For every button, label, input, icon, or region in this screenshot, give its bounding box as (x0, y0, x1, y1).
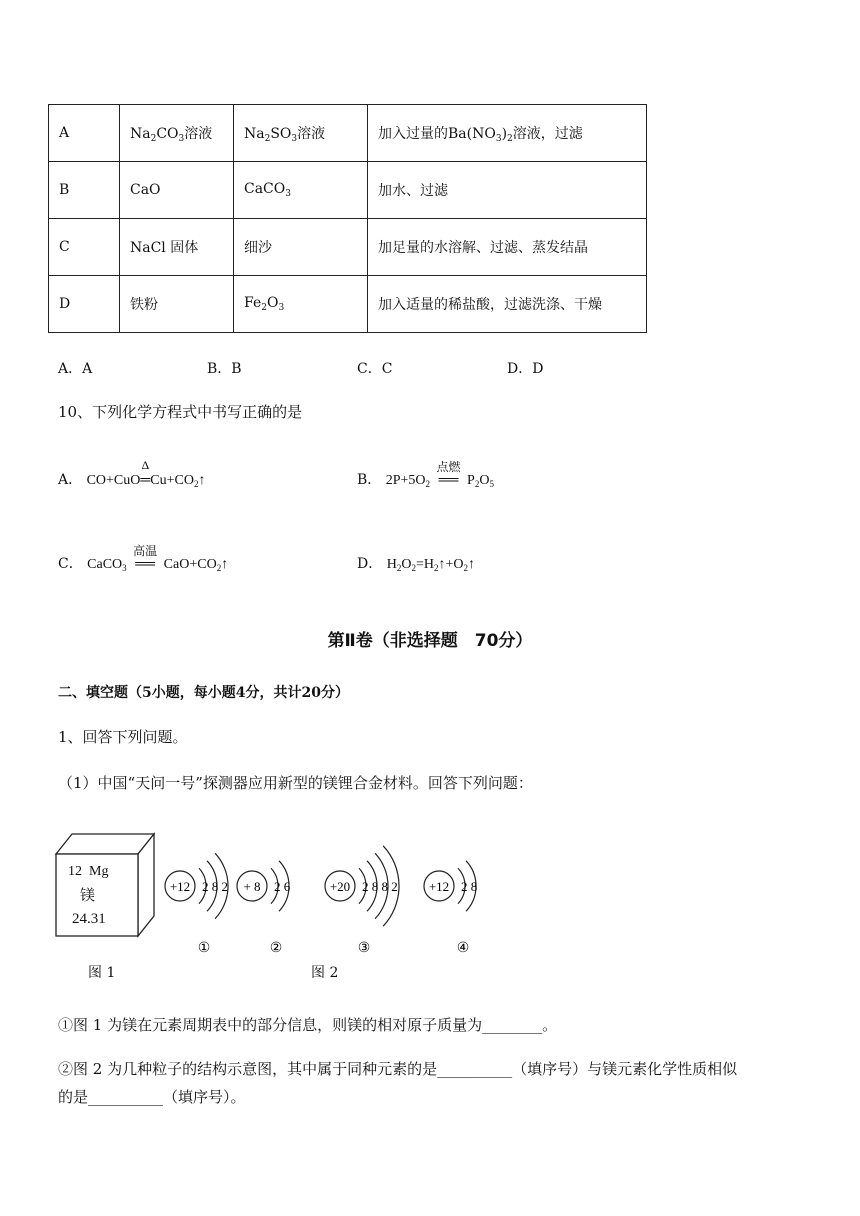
table-cell-b: CaCO$_3$ (234, 162, 368, 219)
equation-d: $H_2O_2=H_2↑+O_2↑$ (386, 557, 475, 573)
element-number-symbol (68, 864, 108, 880)
table-cell-a: NaCl 固体 (120, 219, 234, 276)
table-cell-method: 加足量的水溶解、过滤、蒸发结晶 (368, 219, 647, 276)
option-label: D． (357, 556, 383, 572)
q10-option-a[interactable] (58, 458, 206, 489)
question-1-sub1: （1）中国“天问一号”探测器应用新型的镁锂合金材料。回答下列问题： (58, 774, 533, 792)
figure-1-caption: 图 1 (88, 965, 116, 981)
choice-c[interactable]: C．C (357, 361, 393, 377)
electron-counts: 2 6 (274, 879, 291, 894)
table-row (49, 219, 647, 276)
electron-counts: 2 8 2 (202, 879, 228, 894)
question-1-stem: 1、回答下列问题。 (58, 728, 188, 746)
equation-b: $2P+5O_2$ 点燃 ══ $P_2O_5$ (385, 460, 494, 489)
table-cell-opt: C (49, 219, 120, 276)
part-title: 二、填空题（5小题，每小题4分，共计20分） (58, 685, 349, 701)
section-title: 第Ⅱ卷（非选择题 70分） (327, 631, 533, 651)
option-label: A． (58, 472, 83, 488)
electron-counts: 2 8 8 2 (362, 879, 398, 894)
table-cell-method: 加入适量的稀盐酸，过滤洗涤、干燥 (368, 276, 647, 333)
choice-d[interactable]: D．D (507, 361, 544, 377)
nucleus-charge: +12 (169, 879, 191, 894)
atom-diagram-4 (424, 861, 477, 956)
periodic-element-cube (52, 830, 162, 940)
table-row (49, 105, 647, 162)
condition-heat: Δ (141, 458, 150, 472)
equation-c: CaCO$_3$ 高温 ══ $CaO+CO_2↑$ (87, 544, 229, 573)
q10-option-b[interactable] (357, 460, 494, 489)
options-table (48, 104, 647, 333)
choice-b[interactable]: B．B (207, 361, 242, 377)
table-cell-b: $Fe_2O_3$ (234, 276, 368, 333)
atom-label: ② (269, 940, 283, 956)
question-b-line2: 的是__________（填序号）。 (58, 1088, 246, 1106)
atomic-mass: 24.31 (72, 911, 106, 927)
table-cell-b: $Na_2SO_3$溶液 (234, 105, 368, 162)
q10-option-d[interactable] (357, 553, 475, 573)
atom-label: ④ (456, 940, 470, 956)
atomic-number: 12 (68, 864, 82, 879)
table-row (49, 276, 647, 333)
table-cell-opt: D (49, 276, 120, 333)
atom-label: ① (197, 940, 211, 956)
figure-2-caption: 图 2 (311, 965, 339, 981)
atom-diagrams (160, 818, 500, 958)
atom-label: ③ (357, 940, 371, 956)
question-a: ①图 1 为镁在元素周期表中的部分信息，则镁的相对原子质量为________。 (58, 1016, 558, 1034)
option-label: B． (357, 472, 382, 488)
question-b-line1: ②图 2 为几种粒子的结构示意图，其中属于同种元素的是__________（填序号）与镁元素化学性质相似 (58, 1060, 738, 1078)
question-10-stem: 10、下列化学方程式中书写正确的是 (58, 403, 303, 421)
table-cell-b: 细沙 (234, 219, 368, 276)
table-cell-opt: B (49, 162, 120, 219)
option-label: C． (58, 556, 83, 572)
electron-counts: 2 8 (461, 879, 478, 894)
choice-a[interactable]: A．A (58, 361, 93, 377)
table-cell-opt: A (49, 105, 120, 162)
equation-a: CO+CuO Δ $═Cu+CO_2↑$ (86, 458, 206, 489)
condition-high-temp: 高温 (133, 544, 158, 558)
element-name: 镁 (80, 886, 96, 904)
table-cell-a: $Na_2CO_3$溶液 (120, 105, 234, 162)
q10-option-c[interactable] (58, 544, 229, 573)
nucleus-charge: + 8 (243, 879, 261, 894)
atom-diagram-3 (325, 846, 399, 956)
table-row (49, 162, 647, 219)
condition-ignite: 点燃 (436, 460, 461, 474)
table-cell-method: 加入过量的$Ba(NO_3)_2$溶液，过滤 (368, 105, 647, 162)
table-cell-a: CaO (120, 162, 234, 219)
atom-diagram-1 (165, 853, 228, 956)
table-cell-a: 铁粉 (120, 276, 234, 333)
atom-diagram-2 (237, 861, 291, 956)
element-symbol: Mg (89, 864, 109, 879)
nucleus-charge: +12 (428, 879, 450, 894)
table-cell-method: 加水、过滤 (368, 162, 647, 219)
nucleus-charge: +20 (329, 879, 351, 894)
